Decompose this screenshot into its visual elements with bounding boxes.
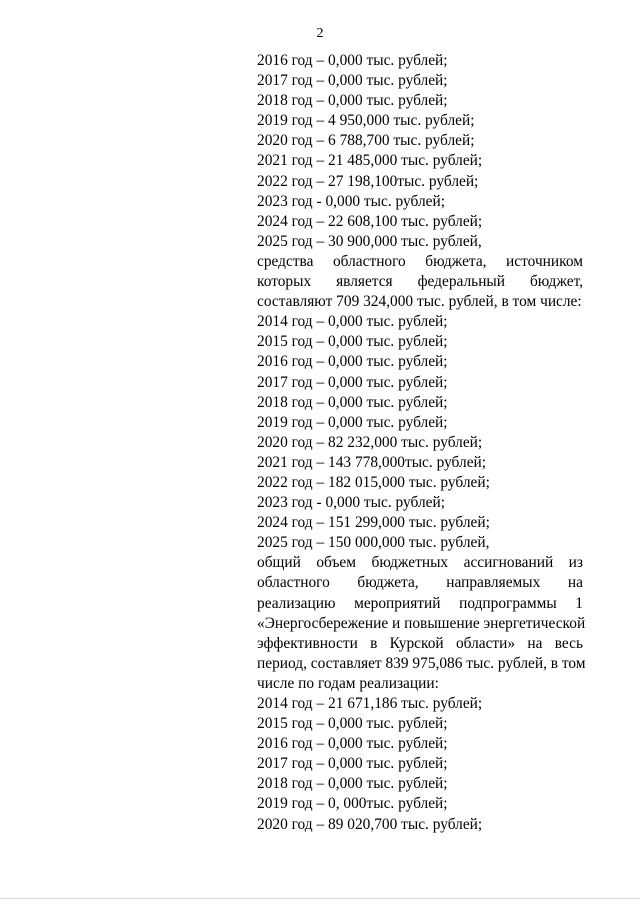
list-item: 2014 год – 21 671,186 тыс. рублей; <box>257 695 483 712</box>
paragraph-line: числе по годам реализации: <box>257 674 439 692</box>
paragraph-line: составляют 709 324,000 тыс. рублей, в том числе: <box>257 293 582 311</box>
list-item: 2025 год – 150 000,000 тыс. рублей, <box>257 534 490 552</box>
list-item: 2019 год – 0,000 тыс. рублей; <box>257 413 448 431</box>
paragraph-federal-funding <box>257 252 583 312</box>
paragraph-line: период, составляет 839 975,086 тыс. рублей, в том <box>257 654 586 672</box>
list-item: 2021 год – 21 485,000 тыс. рублей; <box>257 152 483 170</box>
paragraph-subprogram-total <box>257 553 586 694</box>
list-item: 2020 год – 89 020,700 тыс. рублей; <box>257 815 483 833</box>
paragraph-line: которых является федеральный бюджет, <box>257 273 583 291</box>
list-item: 2016 год – 0,000 тыс. рублей; <box>257 353 448 371</box>
page-number: 2 <box>316 26 324 41</box>
list-item: 2020 год – 82 232,000 тыс. рублей; <box>257 433 483 451</box>
list-item: 2017 год – 0,000 тыс. рублей; <box>257 755 448 773</box>
list-item: 2025 год – 30 900,000 тыс. рублей, <box>257 232 482 250</box>
list-item: 2023 год - 0,000 тыс. рублей; <box>257 494 445 512</box>
list-item: 2016 год – 0,000 тыс. рублей; <box>257 735 448 753</box>
list-item: 2024 год – 22 608,100 тыс. рублей; <box>257 212 483 230</box>
list-item: 2015 год – 0,000 тыс. рублей; <box>257 715 448 733</box>
document-body <box>257 51 586 835</box>
list-item: 2017 год – 0,000 тыс. рублей; <box>257 373 448 391</box>
list-item: 2023 год - 0,000 тыс. рублей; <box>257 192 445 210</box>
list-item: 2020 год – 6 788,700 тыс. рублей; <box>257 132 475 150</box>
list-item: 2017 год – 0,000 тыс. рублей; <box>257 72 448 90</box>
paragraph-line: «Энергосбережение и повышение энергетической <box>257 614 586 632</box>
list-item: 2019 год – 4 950,000 тыс. рублей; <box>257 112 475 130</box>
list-item: 2022 год – 182 015,000 тыс. рублей; <box>257 473 490 491</box>
page-bottom-edge <box>0 898 640 899</box>
funding-list-federal <box>257 312 583 553</box>
paragraph-line: средства областного бюджета, источником <box>257 252 583 270</box>
list-item: 2014 год – 0,000 тыс. рублей; <box>257 313 448 331</box>
list-item: 2018 год – 0,000 тыс. рублей; <box>257 775 448 793</box>
paragraph-line: общий объем бюджетных ассигнований из <box>257 554 583 572</box>
list-item: 2021 год – 143 778,000тыс. рублей; <box>257 453 487 471</box>
funding-list-regional <box>257 51 583 252</box>
list-item: 2018 год – 0,000 тыс. рублей; <box>257 92 448 110</box>
list-item: 2019 год – 0, 000тыс. рублей; <box>257 795 448 813</box>
list-item: 2016 год – 0,000 тыс. рублей; <box>257 52 448 69</box>
funding-list-by-year <box>257 694 583 835</box>
paragraph-line: областного бюджета, направляемых на <box>257 574 583 592</box>
list-item: 2015 год – 0,000 тыс. рублей; <box>257 333 448 351</box>
list-item: 2024 год – 151 299,000 тыс. рублей; <box>257 514 490 532</box>
list-item: 2022 год – 27 198,100тыс. рублей; <box>257 172 479 190</box>
paragraph-line: реализацию мероприятий подпрограммы 1 <box>257 594 583 612</box>
paragraph-line: эффективности в Курской области» на весь <box>257 634 583 652</box>
list-item: 2018 год – 0,000 тыс. рублей; <box>257 393 448 411</box>
